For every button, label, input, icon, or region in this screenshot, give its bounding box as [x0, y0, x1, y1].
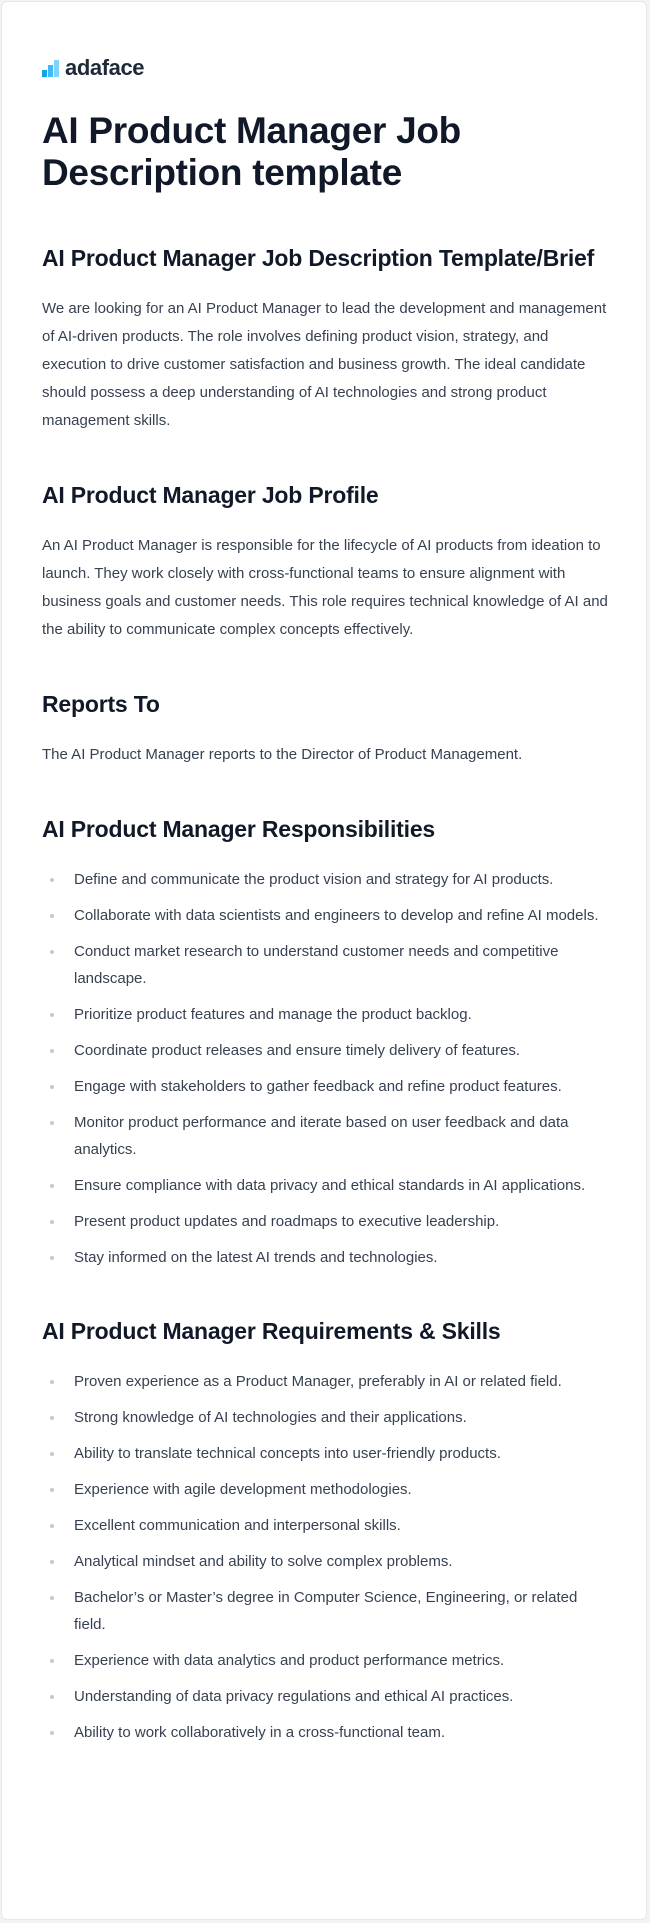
- bullet-icon: [50, 1695, 54, 1699]
- bullet-icon: [50, 1184, 54, 1188]
- list-item: [42, 1368, 612, 1395]
- section-template-brief: [42, 242, 612, 435]
- bullet-icon: [50, 1085, 54, 1089]
- list-item-text: Excellent communication and interpersonal skills.: [74, 1517, 401, 1534]
- section-heading: AI Product Manager Job Description Template/Brief: [42, 245, 595, 271]
- section-requirements-skills: [42, 1315, 612, 1746]
- list-item: [42, 1584, 612, 1638]
- page-title: AI Product Manager Job Description template: [42, 110, 461, 193]
- bullet-icon: [50, 1013, 54, 1017]
- list-item: [42, 1001, 612, 1028]
- section-paragraph: The AI Product Manager reports to the Director of Product Management.: [42, 746, 523, 763]
- document-content: [42, 54, 612, 1790]
- list-item: [42, 1440, 612, 1467]
- section-paragraph: We are looking for an AI Product Manager to lead the development and management of AI-driven products. The role involves defining product vision, strategy, and execution to drive customer satisfaction and business growth. The ideal candidate should possess a deep understanding of AI technologies and strong product management skills.: [42, 300, 607, 429]
- list-item-text: Analytical mindset and ability to solve complex problems.: [74, 1553, 453, 1570]
- list-item: [42, 938, 612, 992]
- section-heading: AI Product Manager Responsibilities: [42, 816, 436, 842]
- section-heading: AI Product Manager Job Profile: [42, 482, 379, 508]
- list-item-text: Stay informed on the latest AI trends and technologies.: [74, 1249, 438, 1266]
- bullet-icon: [50, 950, 54, 954]
- list-item-text: Experience with data analytics and product performance metrics.: [74, 1652, 505, 1669]
- list-item: [42, 1647, 612, 1674]
- list-item-text: Strong knowledge of AI technologies and their applications.: [74, 1409, 467, 1426]
- list-item: [42, 1404, 612, 1431]
- list-item-text: Ability to work collaboratively in a cross-functional team.: [74, 1724, 445, 1741]
- section-heading: Reports To: [42, 691, 160, 717]
- bullet-icon: [50, 914, 54, 918]
- bullet-icon: [50, 1121, 54, 1125]
- bullet-icon: [50, 1731, 54, 1735]
- list-item: [42, 866, 612, 893]
- section-responsibilities: [42, 813, 612, 1271]
- list-item: [42, 902, 612, 929]
- list-item: [42, 1683, 612, 1710]
- bullet-icon: [50, 1560, 54, 1564]
- bullet-icon: [50, 1524, 54, 1528]
- list-item-text: Define and communicate the product vision and strategy for AI products.: [74, 871, 554, 888]
- list-item-text: Conduct market research to understand customer needs and competitive landscape.: [74, 943, 559, 987]
- list-item: [42, 1109, 612, 1163]
- bullet-icon: [50, 1488, 54, 1492]
- list-item: [42, 1476, 612, 1503]
- section-heading: AI Product Manager Requirements & Skills: [42, 1318, 501, 1344]
- responsibilities-list: [42, 866, 612, 1271]
- list-item-text: Understanding of data privacy regulations and ethical AI practices.: [74, 1688, 514, 1705]
- bullet-icon: [50, 878, 54, 882]
- list-item: [42, 1073, 612, 1100]
- section-reports-to: [42, 688, 612, 769]
- list-item-text: Engage with stakeholders to gather feedback and refine product features.: [74, 1078, 562, 1095]
- bullet-icon: [50, 1256, 54, 1260]
- list-item-text: Proven experience as a Product Manager, preferably in AI or related field.: [74, 1373, 562, 1390]
- bullet-icon: [50, 1596, 54, 1600]
- bullet-icon: [50, 1452, 54, 1456]
- list-item-text: Ensure compliance with data privacy and ethical standards in AI applications.: [74, 1177, 586, 1194]
- bullet-icon: [50, 1380, 54, 1384]
- section-job-profile: [42, 479, 612, 644]
- brand-name: adaface: [65, 55, 145, 80]
- list-item: [42, 1512, 612, 1539]
- adaface-logo[interactable]: [42, 54, 612, 82]
- list-item: [42, 1719, 612, 1746]
- document-card: [1, 1, 647, 1920]
- list-item-text: Prioritize product features and manage the product backlog.: [74, 1006, 472, 1023]
- bar-chart-logo-icon: [42, 60, 59, 77]
- bullet-icon: [50, 1049, 54, 1053]
- list-item-text: Monitor product performance and iterate based on user feedback and data analytics.: [74, 1114, 569, 1158]
- list-item-text: Experience with agile development methodologies.: [74, 1481, 412, 1498]
- section-paragraph: An AI Product Manager is responsible for the lifecycle of AI products from ideation to launch. They work closely with cross-functional teams to ensure alignment with business goals and customer needs. This role requires technical knowledge of AI and the ability to communicate complex concepts effectively.: [42, 537, 608, 638]
- list-item: [42, 1244, 612, 1271]
- list-item: [42, 1208, 612, 1235]
- bullet-icon: [50, 1659, 54, 1663]
- bullet-icon: [50, 1220, 54, 1224]
- list-item-text: Ability to translate technical concepts into user-friendly products.: [74, 1445, 501, 1462]
- list-item: [42, 1172, 612, 1199]
- list-item-text: Bachelor’s or Master’s degree in Computer Science, Engineering, or related field.: [74, 1589, 578, 1633]
- requirements-list: [42, 1368, 612, 1746]
- list-item-text: Present product updates and roadmaps to executive leadership.: [74, 1213, 500, 1230]
- list-item-text: Coordinate product releases and ensure timely delivery of features.: [74, 1042, 521, 1059]
- list-item: [42, 1548, 612, 1575]
- list-item: [42, 1037, 612, 1064]
- list-item-text: Collaborate with data scientists and engineers to develop and refine AI models.: [74, 907, 599, 924]
- bullet-icon: [50, 1416, 54, 1420]
